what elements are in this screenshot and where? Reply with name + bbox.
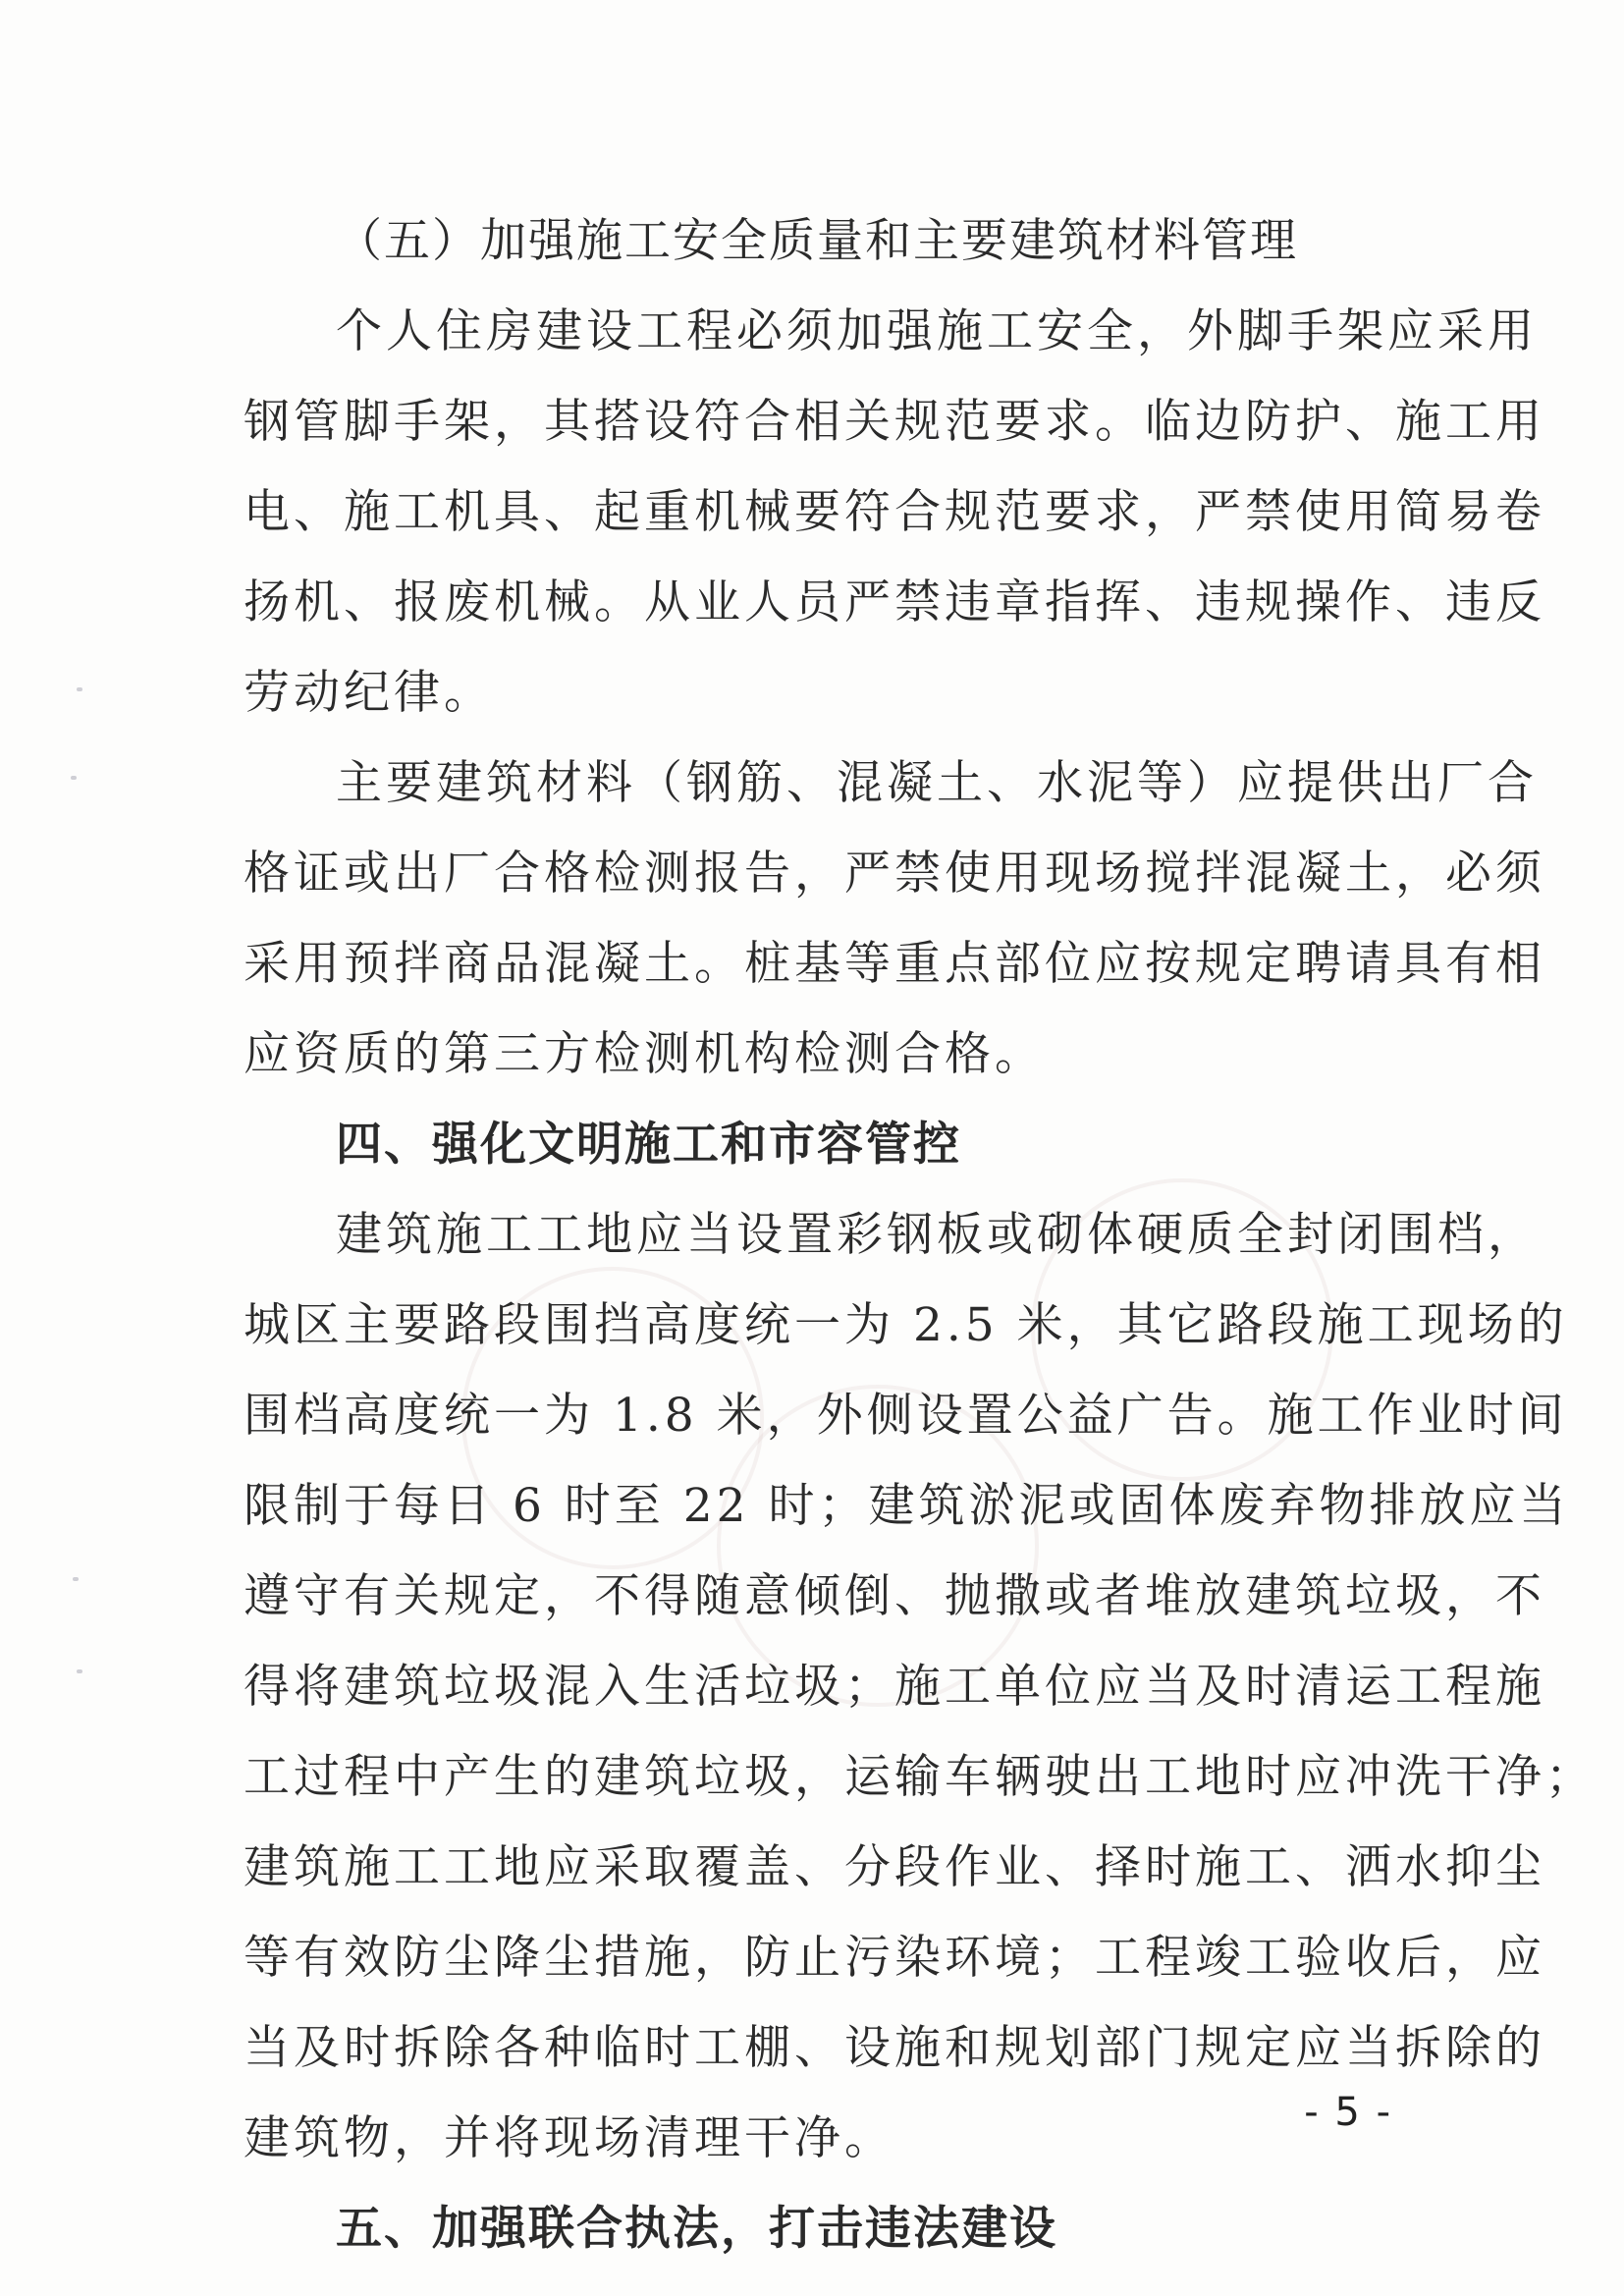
paragraph-materials	[244, 738, 1545, 1100]
paragraph-line: 限制于每日 6 时至 22 时；建筑淤泥或固体废弃物排放应当	[244, 1479, 1570, 1533]
paragraph-line: 个人住房建设工程必须加强施工安全，外脚手架应采用	[336, 304, 1538, 358]
paragraph-line: 得将建筑垃圾混入生活垃圾；施工单位应当及时清运工程施	[244, 1660, 1545, 1714]
paragraph-line: 当及时拆除各种临时工棚、设施和规划部门规定应当拆除的	[244, 2021, 1545, 2075]
paragraph-line: 工过程中产生的建筑垃圾，运输车辆驶出工地时应冲洗干净；	[244, 1750, 1596, 1804]
scan-speck	[73, 1577, 79, 1581]
paragraph-line: 劳动纪律。	[244, 666, 494, 720]
paragraph-line: 遵守有关规定，不得随意倾倒、抛撒或者堆放建筑垃圾，不	[244, 1569, 1545, 1623]
paragraph-line: 应资质的第三方检测机构检测合格。	[244, 1027, 1045, 1081]
paragraph-line: 主要建筑材料（钢筋、混凝土、水泥等）应提供出厂合	[336, 756, 1538, 810]
scan-speck	[77, 687, 82, 691]
paragraph-line: 钢管脚手架，其搭设符合相关规范要求。临边防护、施工用	[244, 395, 1545, 449]
paragraph-line: 格证或出厂合格检测报告，严禁使用现场搅拌混凝土，必须	[244, 847, 1545, 901]
heading-section-4: 四、强化文明施工和市容管控	[336, 1118, 961, 1172]
paragraph-line: 等有效防尘降尘措施，防止污染环境；工程竣工验收后，应	[244, 1931, 1545, 1985]
page-number: - 5 -	[1304, 2090, 1392, 2135]
document-body	[244, 196, 1596, 2274]
heading-section-5: 五、加强联合执法，打击违法建设	[336, 2202, 1057, 2256]
paragraph-line: 电、施工机具、起重机械要符合规范要求，严禁使用简易卷	[244, 485, 1545, 539]
paragraph-line: 建筑施工工地应采取覆盖、分段作业、择时施工、洒水抑尘	[244, 1840, 1545, 1894]
scan-speck	[77, 1669, 82, 1673]
scan-speck	[71, 776, 77, 780]
paragraph-line: 建筑施工工地应当设置彩钢板或砌体硬质全封闭围档，	[336, 1208, 1538, 1262]
paragraph-line: 采用预拌商品混凝土。桩基等重点部位应按规定聘请具有相	[244, 937, 1545, 991]
paragraph-safety	[244, 287, 1545, 738]
paragraph-line: 扬机、报废机械。从业人员严禁违章指挥、违规操作、违反	[244, 575, 1545, 629]
paragraph-civilized-construction	[244, 1190, 1596, 2184]
paragraph-line: 城区主要路段围挡高度统一为 2.5 米，其它路段施工现场的	[244, 1298, 1568, 1352]
section-title-5: （五）加强施工安全质量和主要建筑材料管理	[336, 214, 1298, 268]
paragraph-line: 建筑物，并将现场清理干净。	[244, 2111, 894, 2165]
paragraph-line: 围档高度统一为 1.8 米，外侧设置公益广告。施工作业时间	[244, 1389, 1568, 1443]
